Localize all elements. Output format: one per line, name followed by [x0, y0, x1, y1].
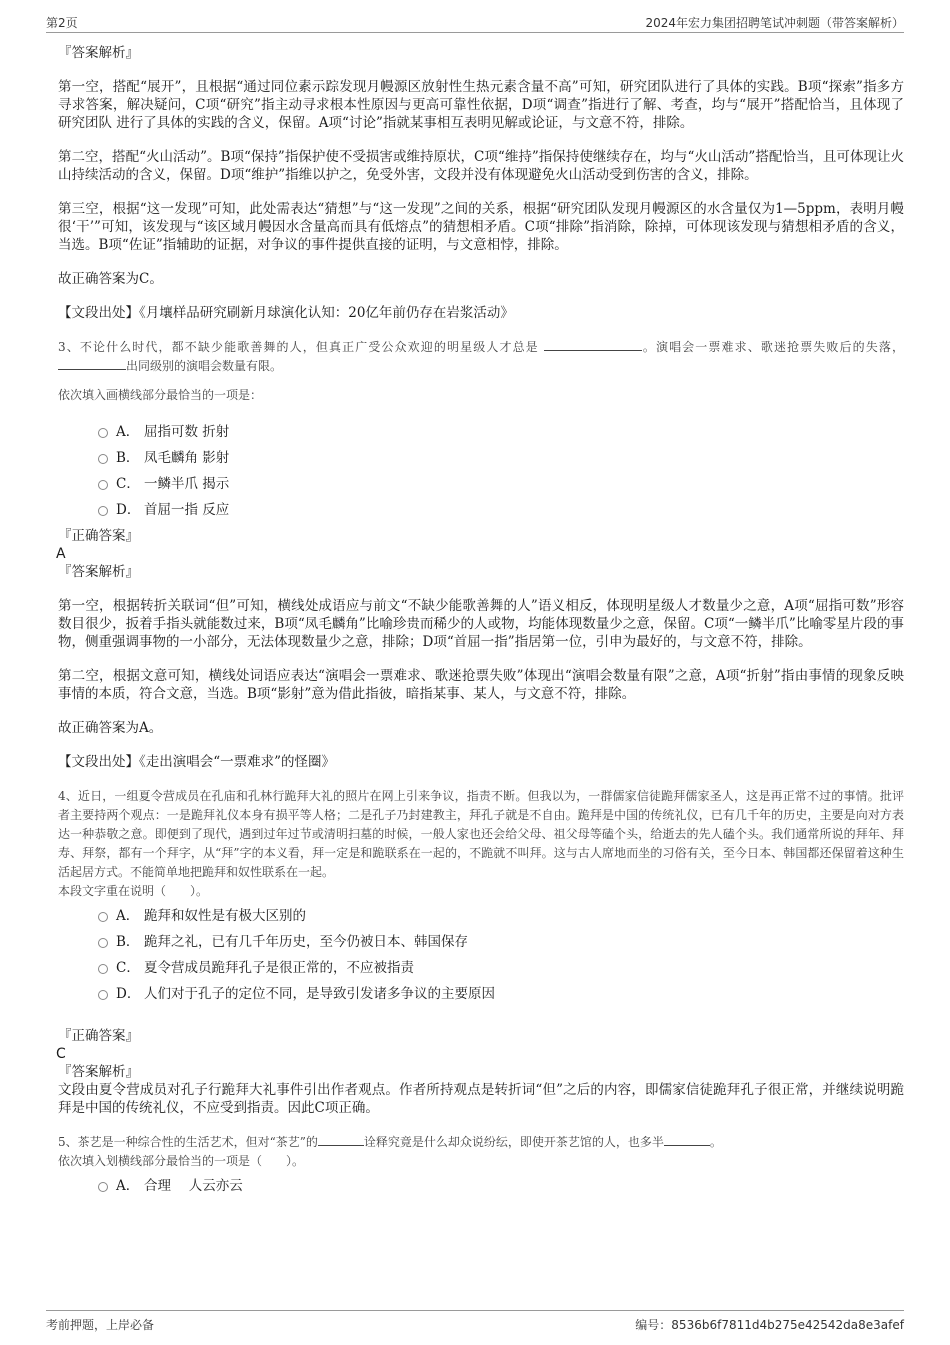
q3-option-b[interactable]: B． 凤毛麟角 影射: [46, 445, 904, 471]
radio-icon[interactable]: [98, 480, 108, 490]
q3-source: 【文段出处】《走出演唱会“一票难求”的怪圈》: [58, 754, 336, 770]
q3-analysis-p2: 第二空，根据文意可知，横线处词语应表达“演唱会一票难求、歌迷抢票失败”体现出“演唱会数量有限”之意，A项“折射”指由事情的现象反映事情的本质，符合文意，当选。B项“影射”意为借此指彼，暗指某事、某人，与文意不符，排除。: [58, 668, 904, 702]
radio-icon[interactable]: [98, 964, 108, 974]
q3-stem: [46, 338, 904, 376]
q3-option-c[interactable]: C． 一鳞半爪 揭示: [46, 471, 904, 497]
footer-slogan: 考前押题，上岸必备: [46, 1318, 155, 1332]
page-number: 第2页: [46, 16, 78, 30]
q3-analysis-label: 『答案解析』: [58, 564, 139, 580]
q3-analysis-p1: 第一空，根据转折关联词“但”可知，横线处成语应与前文“不缺少能歌善舞的人”语义相反，体现明星级人才数量少之意，A项“屈指可数”形容数目很少，扳着手指头就能数过来，B项“凤毛麟角”比喻珍贵而稀少的人或物，均能体现数量少之意，保留。C项“一鳞半爪”比喻零星片段的事物，侧重强调事物的一小部分，无法体现数量少之意，排除；D项“首屈一指”指居第一位，引申为最好的，与文意不符，排除。: [58, 598, 904, 650]
radio-icon[interactable]: [98, 990, 108, 1000]
q5-stem: [46, 1133, 904, 1152]
footer-serial-number: 编号：8536b6f7811d4b275e42542da8e3afef: [635, 1318, 904, 1332]
q2-analysis-p2: 第二空，搭配“火山活动”。B项“保持”指保护使不受损害或维持原状，C项“维持”指保持使继续存在，均与“火山活动”搭配恰当，且可体现让火山持续活动的含义，保留。D项“维护”指维以护之，免受外害，文段并没有体现避免火山活动受到伤害的含义，排除。: [58, 149, 904, 183]
q5-stem-part-c: 。: [709, 1135, 722, 1149]
q2-analysis-p1: 第一空，搭配“展开”，且根据“通过同位素示踪发现月幔源区放射性生热元素含量不高”可知，研究团队进行了具体的实践。B项“探索”指多方寻求答案，解决疑问，C项“研究”指主动寻求根本性原因与更高可靠性依据，D项“调查”指进行了解、考查，均与“展开”搭配恰当，且体现了 研究团队 进行了具体的实践的含义，保留。A项“讨论”指就某事相互表明见解或论证，与文意不符，排除。: [58, 79, 904, 131]
q5-option-a[interactable]: A． 合理 人云亦云: [46, 1173, 904, 1199]
page-content: [46, 44, 904, 1203]
q4-option-a[interactable]: A． 跪拜和奴性是有极大区别的: [46, 903, 904, 929]
radio-icon[interactable]: [98, 506, 108, 516]
q4-answer-label: 『正确答案』: [58, 1028, 139, 1044]
q3-stem-part-a: 3、不论什么时代，都不缺少能歌善舞的人，但真正广受公众欢迎的明星级人才总是: [58, 340, 539, 354]
q3-conclusion: 故正确答案为A。: [58, 720, 163, 736]
q4-analysis-label: 『答案解析』: [58, 1064, 139, 1080]
q4-answer: C: [56, 1046, 66, 1062]
q5-blank-2: [664, 1133, 710, 1146]
q2-conclusion: 故正确答案为C。: [58, 271, 163, 287]
q5-stem-part-b: 诠释究竟是什么却众说纷纭，即使开茶艺馆的人，也多半: [363, 1135, 664, 1149]
q4-option-d[interactable]: D． 人们对于孔子的定位不同，是导致引发诸多争议的主要原因: [46, 981, 904, 1007]
q2-source: 【文段出处】《月壤样品研究刷新月球演化认知：20亿年前仍存在岩浆活动》: [58, 305, 514, 321]
radio-icon[interactable]: [98, 912, 108, 922]
q3-blank-2: [58, 357, 126, 370]
q3-options: [46, 419, 904, 523]
q3-option-d[interactable]: D． 首屈一指 反应: [46, 497, 904, 523]
q3-blank-1: [544, 338, 642, 351]
page-header: [46, 10, 904, 33]
q5-stem-part-a: 5、茶艺是一种综合性的生活艺术，但对“茶艺”的: [58, 1135, 318, 1149]
q3-stem-part-b: 。演唱会一票难求、歌迷抢票失败后的失落，: [641, 340, 904, 354]
q3-prompt: 依次填入画横线部分最恰当的一项是：: [58, 388, 263, 402]
q3-stem-part-c: 出同级别的演唱会数量有限。: [126, 359, 283, 373]
radio-icon[interactable]: [98, 938, 108, 948]
q5-blank-1: [318, 1133, 364, 1146]
q3-answer-label: 『正确答案』: [58, 528, 139, 544]
radio-icon[interactable]: [98, 454, 108, 464]
radio-icon[interactable]: [98, 428, 108, 438]
q3-option-a[interactable]: A． 屈指可数 折射: [46, 419, 904, 445]
radio-icon[interactable]: [98, 1182, 108, 1192]
q4-prompt: 本段文字重在说明（ ）。: [58, 884, 209, 898]
q2-analysis-p3: 第三空，根据“这一发现”可知，此处需表达“猜想”与“这一发现”之间的关系，根据“研究团队发现月幔源区的水含量仅为1—5ppm，表明月幔很‘干’”可知，该发现与“该区域月幔因水含量高而具有低熔点”的猜想相矛盾。C项“排除”指消除，除掉，可体现该发现与猜想相矛盾的含义，当选。B项“佐证”指辅助的证据，对争议的事件提供直接的证明，与文意相悖，排除。: [58, 201, 904, 253]
document-title: 2024年宏力集团招聘笔试冲刺题（带答案解析）: [645, 16, 904, 30]
q4-analysis: 文段由夏令营成员对孔子行跪拜大礼事件引出作者观点。作者所持观点是转折词“但”之后的内容，即儒家信徒跪拜孔子很正常，并继续说明跪拜是中国的传统礼仪，不应受到指责。因此C项正确。: [58, 1082, 904, 1116]
q5-prompt: 依次填入划横线部分最恰当的一项是（ ）。: [58, 1154, 305, 1168]
q4-options: [46, 903, 904, 1007]
q3-answer: A: [56, 546, 66, 562]
q2-analysis-label: 『答案解析』: [58, 45, 139, 61]
q5-options: [46, 1173, 904, 1199]
q4-stem: 4、近日，一组夏令营成员在孔庙和孔林行跪拜大礼的照片在网上引来争议，指责不断。但我以为，一群儒家信徒跪拜儒家圣人，这是再正常不过的事情。批评者主要持两个观点：一是跪拜礼仪本身有损平等人格；二是孔子乃封建教主，拜孔子就是不自由。跪拜是中国的传统礼仪，已有几千年的历史，主要是向对方表达一种恭敬之意。即便到了现代，遇到过年过节或清明扫墓的时候，一般人家也还会给父母、祖父母等磕个头，给逝去的先人磕个头。我们通常所说的拜年、拜寿、拜祭，都有一个拜字，从“拜”字的本义看，拜一定是和跪联系在一起的，不跪就不叫拜。这与古人席地而坐的习俗有关，至今日本、韩国都还保留着这种生活起居方式。不能简单地把跪拜和奴性联系在一起。: [58, 789, 904, 879]
q4-option-c[interactable]: C． 夏令营成员跪拜孔子是很正常的，不应被指责: [46, 955, 904, 981]
page-footer: [46, 1310, 904, 1331]
q4-option-b[interactable]: B． 跪拜之礼，已有几千年历史，至今仍被日本、韩国保存: [46, 929, 904, 955]
